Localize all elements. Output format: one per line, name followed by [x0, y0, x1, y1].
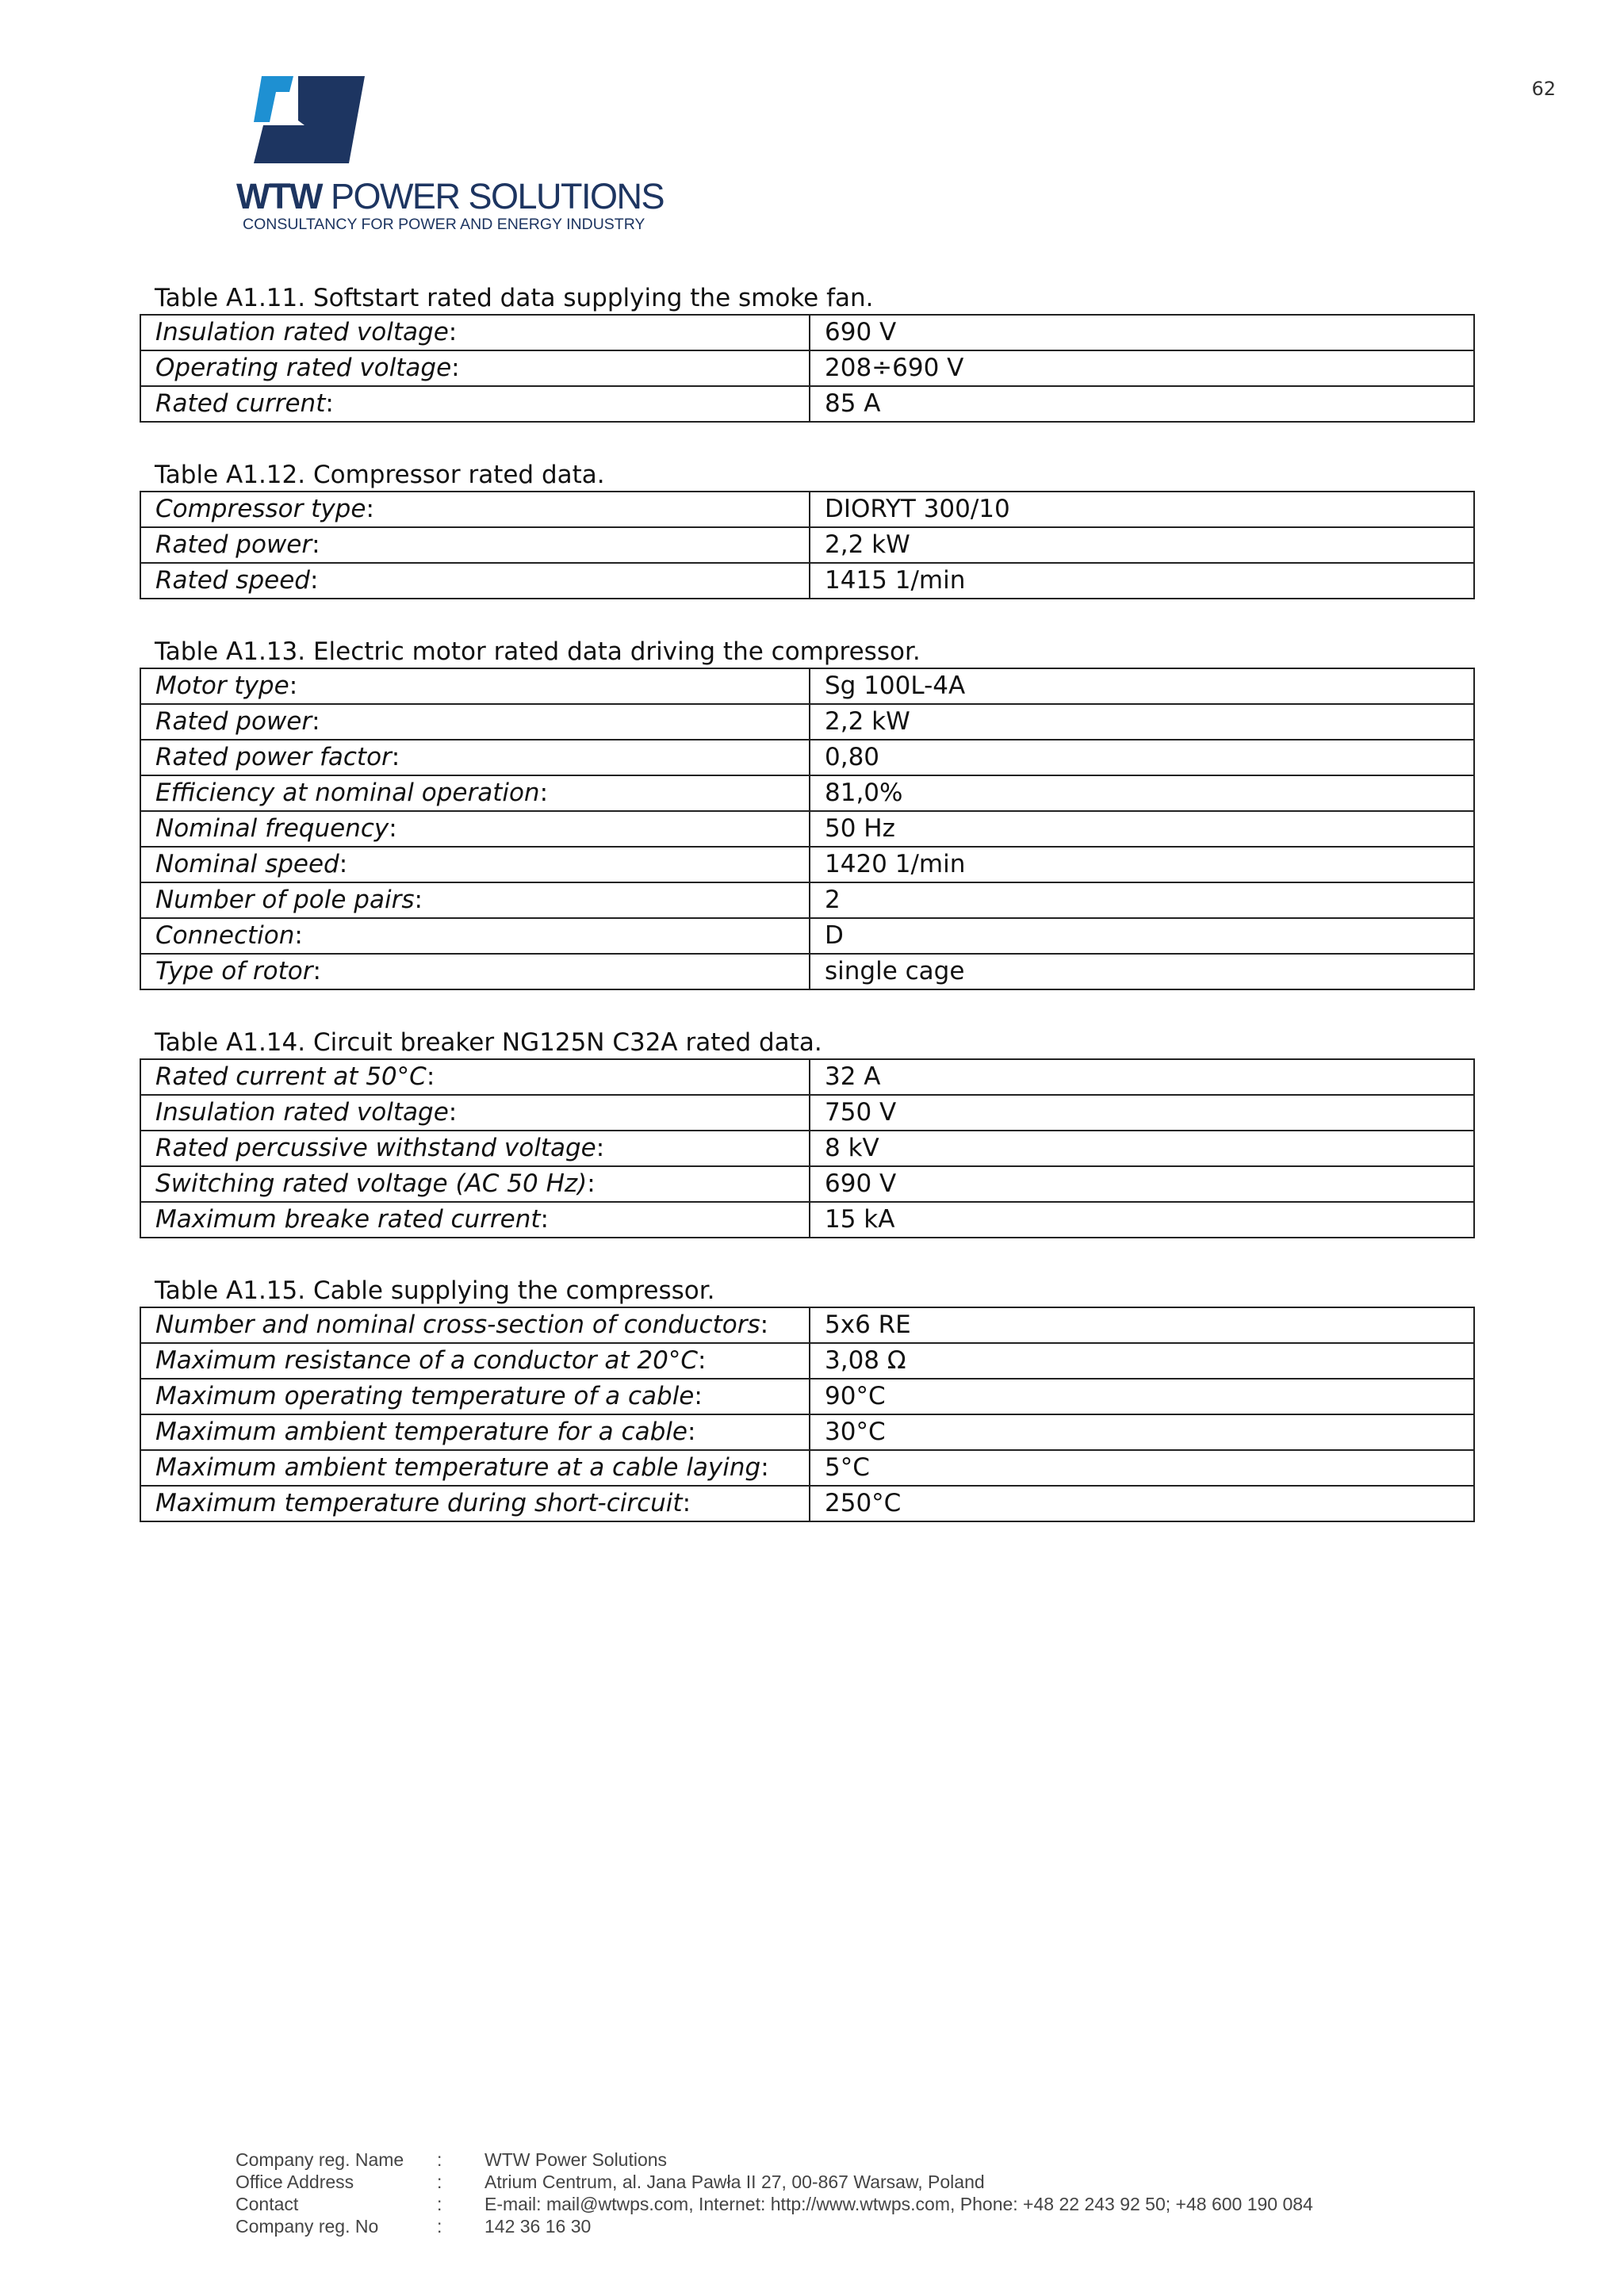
- parameter-label: Maximum resistance of a conductor at 20°C: [155, 1346, 699, 1375]
- parameter-colon: :: [309, 566, 319, 595]
- parameter-cell: [140, 563, 810, 599]
- table-caption: Table A1.13. Electric motor rated data driving the compressor.: [155, 637, 921, 666]
- parameter-colon: :: [694, 1382, 703, 1410]
- table-row: [140, 1059, 1474, 1095]
- parameter-colon: :: [389, 814, 397, 843]
- table-row: [140, 1343, 1474, 1379]
- parameter-label: Connection: [155, 921, 295, 950]
- parameter-cell: [140, 1166, 810, 1202]
- value-cell: 3,08 Ω: [810, 1343, 1474, 1379]
- table-row: [140, 811, 1474, 847]
- parameter-cell: [140, 1414, 810, 1450]
- parameter-colon: :: [312, 707, 320, 736]
- table-row: [140, 1450, 1474, 1486]
- parameter-label: Maximum breake rated current: [155, 1205, 541, 1234]
- table-row: [140, 847, 1474, 882]
- parameter-cell: [140, 1131, 810, 1166]
- parameter-label: Rated percussive withstand voltage: [155, 1134, 596, 1162]
- parameter-cell: [140, 1343, 810, 1379]
- value-cell: DIORYT 300/10: [810, 492, 1474, 527]
- parameter-label: Nominal frequency: [155, 814, 389, 843]
- footer-val: 142 36 16 30: [485, 2216, 592, 2237]
- value-cell: 208÷690 V: [810, 350, 1474, 386]
- parameter-label: Switching rated voltage (AC 50 Hz): [155, 1169, 588, 1198]
- table-row: [140, 1202, 1474, 1238]
- footer-key: Company reg. Name: [236, 2149, 404, 2170]
- parameter-cell: [140, 740, 810, 775]
- logo-mark-icon: [254, 76, 365, 165]
- parameter-label: Maximum ambient temperature at a cable laying: [155, 1453, 761, 1482]
- table-block: [140, 636, 1475, 990]
- parameter-colon: :: [391, 743, 400, 771]
- value-cell: 2: [810, 882, 1474, 918]
- table-row: [140, 918, 1474, 954]
- document-body: [140, 282, 1475, 1559]
- logo-tagline: CONSULTANCY FOR POWER AND ENERGY INDUSTRY: [243, 216, 645, 233]
- table-row: [140, 350, 1474, 386]
- parameter-label: Rated speed: [155, 566, 310, 595]
- parameter-cell: [140, 1486, 810, 1521]
- parameter-colon: :: [448, 1098, 458, 1127]
- parameter-cell: [140, 1095, 810, 1131]
- data-table: [140, 491, 1475, 599]
- parameter-cell: [140, 1450, 810, 1486]
- parameter-colon: :: [760, 1453, 769, 1482]
- value-cell: 85 A: [810, 386, 1474, 422]
- parameter-cell: [140, 1379, 810, 1414]
- table-caption: Table A1.12. Compressor rated data.: [155, 461, 605, 489]
- value-cell: 15 kA: [810, 1202, 1474, 1238]
- parameter-label: Rated current: [155, 389, 326, 418]
- table-row: [140, 775, 1474, 811]
- table-row: [140, 1379, 1474, 1414]
- parameter-cell: [140, 315, 810, 350]
- parameter-label: Compressor type: [155, 495, 366, 523]
- value-cell: 250°C: [810, 1486, 1474, 1521]
- parameter-cell: [140, 527, 810, 563]
- parameter-colon: :: [682, 1489, 691, 1517]
- parameter-colon: :: [540, 1205, 549, 1234]
- parameter-label: Rated power: [155, 707, 312, 736]
- parameter-colon: :: [294, 921, 303, 950]
- table-row: [140, 668, 1474, 704]
- parameter-colon: :: [587, 1169, 596, 1198]
- table-caption: Table A1.15. Cable supplying the compressor.: [155, 1276, 715, 1305]
- parameter-label: Type of rotor: [155, 957, 313, 985]
- parameter-cell: [140, 704, 810, 740]
- footer-sep: :: [437, 2216, 442, 2237]
- parameter-label: Nominal speed: [155, 850, 339, 878]
- parameter-colon: :: [698, 1346, 707, 1375]
- table-row: [140, 1307, 1474, 1343]
- parameter-label: Rated power factor: [155, 743, 392, 771]
- value-cell: 2,2 kW: [810, 704, 1474, 740]
- table-row: [140, 492, 1474, 527]
- parameter-label: Efficiency at nominal operation: [155, 779, 540, 807]
- parameter-colon: :: [448, 318, 458, 346]
- value-cell: Sg 100L-4A: [810, 668, 1474, 704]
- parameter-cell: [140, 918, 810, 954]
- parameter-colon: :: [312, 957, 321, 985]
- parameter-colon: :: [312, 530, 320, 559]
- footer-key: Company reg. No: [236, 2216, 379, 2237]
- parameter-colon: :: [539, 779, 549, 807]
- parameter-label: Maximum ambient temperature for a cable: [155, 1418, 688, 1446]
- parameter-cell: [140, 492, 810, 527]
- footer-val: WTW Power Solutions: [485, 2149, 668, 2170]
- value-cell: 750 V: [810, 1095, 1474, 1131]
- table-block: [140, 282, 1475, 423]
- footer-key: Contact: [236, 2194, 299, 2214]
- value-cell: 81,0%: [810, 775, 1474, 811]
- table-caption: Table A1.11. Softstart rated data supplying the smoke fan.: [155, 284, 874, 312]
- footer-sep: :: [437, 2194, 442, 2214]
- parameter-label: Number of pole pairs: [155, 886, 415, 914]
- value-cell: 5°C: [810, 1450, 1474, 1486]
- parameter-colon: :: [596, 1134, 605, 1162]
- parameter-cell: [140, 350, 810, 386]
- value-cell: 32 A: [810, 1059, 1474, 1095]
- value-cell: 50 Hz: [810, 811, 1474, 847]
- value-cell: single cage: [810, 954, 1474, 989]
- parameter-label: Rated power: [155, 530, 312, 559]
- parameter-label: Operating rated voltage: [155, 354, 452, 382]
- value-cell: 90°C: [810, 1379, 1474, 1414]
- parameter-colon: :: [451, 354, 460, 382]
- company-logo: [236, 73, 680, 239]
- value-cell: 2,2 kW: [810, 527, 1474, 563]
- data-table: [140, 314, 1475, 423]
- logo-name-bold: WTW: [236, 176, 322, 216]
- parameter-label: Motor type: [155, 672, 289, 700]
- parameter-label: Insulation rated voltage: [155, 1098, 449, 1127]
- value-cell: 0,80: [810, 740, 1474, 775]
- table-caption: Table A1.14. Circuit breaker NG125N C32A rated data.: [155, 1028, 822, 1057]
- parameter-label: Number and nominal cross-section of conductors: [155, 1311, 760, 1339]
- parameter-cell: [140, 1307, 810, 1343]
- parameter-colon: :: [687, 1418, 696, 1446]
- parameter-cell: [140, 1202, 810, 1238]
- value-cell: 30°C: [810, 1414, 1474, 1450]
- table-row: [140, 1166, 1474, 1202]
- footer-sep: :: [437, 2172, 442, 2192]
- parameter-cell: [140, 775, 810, 811]
- parameter-colon: :: [366, 495, 374, 523]
- data-table: [140, 1058, 1475, 1238]
- parameter-cell: [140, 882, 810, 918]
- table-row: [140, 1131, 1474, 1166]
- value-cell: 690 V: [810, 315, 1474, 350]
- parameter-colon: :: [325, 389, 334, 418]
- parameter-cell: [140, 386, 810, 422]
- value-cell: D: [810, 918, 1474, 954]
- table-row: [140, 1414, 1474, 1450]
- table-row: [140, 954, 1474, 989]
- value-cell: 1420 1/min: [810, 847, 1474, 882]
- parameter-label: Insulation rated voltage: [155, 318, 449, 346]
- table-row: [140, 740, 1474, 775]
- parameter-label: Maximum temperature during short-circuit: [155, 1489, 683, 1517]
- table-row: [140, 527, 1474, 563]
- table-row: [140, 563, 1474, 599]
- table-block: [140, 1027, 1475, 1238]
- table-row: [140, 1486, 1474, 1521]
- table-row: [140, 704, 1474, 740]
- parameter-colon: :: [289, 672, 298, 700]
- parameter-cell: [140, 847, 810, 882]
- logo-name-rest: POWER SOLUTIONS: [321, 176, 664, 216]
- table-row: [140, 315, 1474, 350]
- parameter-label: Maximum operating temperature of a cable: [155, 1382, 695, 1410]
- parameter-colon: :: [426, 1062, 435, 1091]
- parameter-colon: :: [414, 886, 423, 914]
- value-cell: 690 V: [810, 1166, 1474, 1202]
- value-cell: 8 kV: [810, 1131, 1474, 1166]
- table-row: [140, 386, 1474, 422]
- parameter-cell: [140, 668, 810, 704]
- footer-key: Office Address: [236, 2172, 354, 2192]
- value-cell: 5x6 RE: [810, 1307, 1474, 1343]
- table-row: [140, 1095, 1474, 1131]
- data-table: [140, 1307, 1475, 1522]
- footer-val: Atrium Centrum, al. Jana Pawła II 27, 00-867 Warsaw, Poland: [485, 2172, 985, 2192]
- footer-val: E-mail: mail@wtwps.com, Internet: http://www.wtwps.com, Phone: +48 22 243 92 50; +48 600 190 084: [485, 2194, 1313, 2214]
- footer-sep: :: [437, 2149, 442, 2170]
- parameter-cell: [140, 811, 810, 847]
- data-table: [140, 668, 1475, 990]
- page-number: 62: [1531, 78, 1556, 100]
- table-block: [140, 1275, 1475, 1522]
- value-cell: 1415 1/min: [810, 563, 1474, 599]
- table-row: [140, 882, 1474, 918]
- parameter-cell: [140, 954, 810, 989]
- parameter-colon: :: [339, 850, 348, 878]
- parameter-cell: [140, 1059, 810, 1095]
- parameter-label: Rated current at 50°C: [155, 1062, 427, 1091]
- parameter-colon: :: [760, 1311, 769, 1339]
- table-block: [140, 459, 1475, 599]
- logo-company-name: [236, 176, 664, 217]
